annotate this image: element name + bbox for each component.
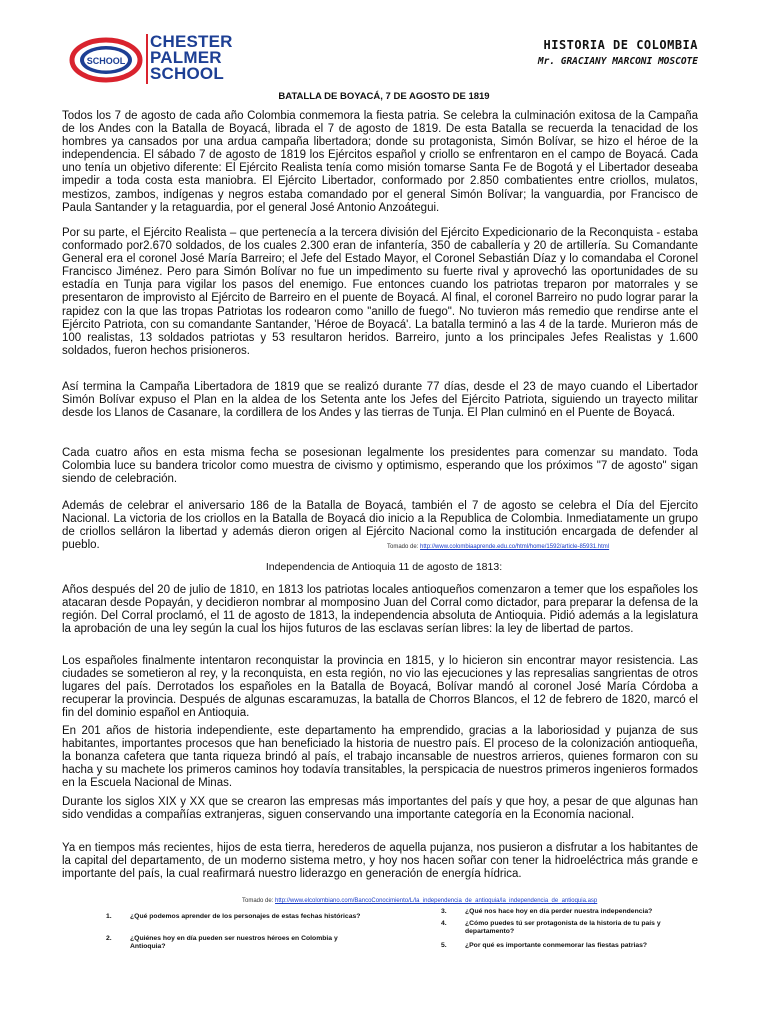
section2-subtitle: Independencia de Antioquia 11 de agosto de 1813: xyxy=(265,561,503,573)
section2-paragraph-1: Años después del 20 de julio de 1810, en 1813 los patriotas locales antioqueños comenzaron a temer que los españoles los atacaran desde Popayán, y decidieron nombrar al momposino Juan del Corral como dictador, para preparar la defensa de la región. Del Corral proclamó, el 11 de agosto de 1813, la independencia absoluta de Antioquia. Pidió además a la legislatura la aprobación de una ley según la cual los hijos futuros de las esclavas serían libres: la ley de libertad de partos. xyxy=(62,584,698,636)
subject-title: HISTORIA DE COLOMBIA xyxy=(543,38,698,52)
school-name-line-1: CHESTER xyxy=(150,32,233,51)
logo-divider xyxy=(146,34,148,84)
teacher-name: Mr. GRACIANY MARCONI MOSCOTE xyxy=(537,56,698,67)
section1-paragraph-3: Así termina la Campaña Libertadora de 1819 que se realizó durante 77 días, desde el 23 de mayo cuando el Libertador Simón Bolívar expuso el Plan en la aldea de los Setenta ante los Jefes del Ejército Patriota, siguiendo un trayecto militar desde los Llanos de Casanare, la cordillera de los Andes y las tierras de Tunja. El Plan culminó en el Puente de Boyacá. xyxy=(62,381,698,420)
section1-paragraph-1: Todos los 7 de agosto de cada año Colombia conmemora la fiesta patria. Se celebra la culminación exitosa de la Campaña de los Andes con la Batalla de Boyacá, librada el 7 de agosto de 1819. De esta Batalla se recuerda la tenacidad de los hombres ya cansados por una ardua campaña libertadora; donde su protagonista, Simón Bolívar, se hizo el héroe de la independencia. El sábado 7 de agosto de 1819 los Ejércitos español y criollo se enfrentaron en el campo de Boyacá. Cada uno tenía un objetivo diferente: El Ejército Realista tenía como misión tomarse Santa Fe de Bogotá y el Libertador deseaba impedir a toda costa esta maniobra. El Ejército Libertador, conformado por 2.850 combatientes entre criollos, mulatos, mestizos, zambos, indígenas y negros estaba comandado por el general Simón Bolívar; la vanguardia, por Francisco de Paula Santander y la retaguardia, por el general José Antonio Anzoátegui. xyxy=(62,110,698,214)
question-4 xyxy=(441,920,701,940)
page-title: BATALLA DE BOYACÁ, 7 DE AGOSTO DE 1819 xyxy=(278,91,490,102)
section2-source-label: Tomado de: xyxy=(242,898,274,904)
section1-source-link[interactable]: http://www.colombiaaprende.edu.co/html/home/1592/article-85931.html xyxy=(420,544,610,550)
section2-paragraph-3: En 201 años de historia independiente, este departamento ha emprendido, gracias a la laboriosidad y pujanza de sus habitantes, importantes procesos que han beneficiado la historia de nuestro país. El proceso de la colonización antioqueña, la bonanza cafetera que tanta riqueza brindó al país, el trabajo incansable de nuestros arrieros, quienes formaron con su hacha y su machete los primeros caminos hoy todavía transitables, la perspicacia de nuestros primeros ingenieros formados en la Escuela Nacional de Minas. xyxy=(62,725,698,790)
question-5 xyxy=(441,942,701,952)
section1-paragraph-5: Además de celebrar el aniversario 186 de la Batalla de Boyacá, también el 7 de agosto se celebra el Día del Ejercito Nacional. La victoria de los criollos en la Batalla de Boyacá dio inicio a la Republica de Colombia. Inmediatamente un grupo de criollos selláron la libertad y además dieron origen al Ejército Nacional como la institución encargada de defender al pueblo. xyxy=(62,500,698,552)
school-name xyxy=(150,34,233,82)
question-number: 3. xyxy=(441,908,447,915)
question-number: 1. xyxy=(106,913,112,920)
section1-source xyxy=(387,544,609,550)
question-text: ¿Cómo puedes tú ser protagonista de la historia de tu país y departamento? xyxy=(465,920,661,935)
question-text: ¿Por qué es importante conmemorar las fiestas patrias? xyxy=(465,942,648,949)
question-3 xyxy=(441,908,701,918)
school-badge-icon xyxy=(68,30,148,86)
question-text: ¿Quiénes hoy en día pueden ser nuestros héroes en Colombia y Antioquia? xyxy=(130,935,338,950)
section1-source-label: Tomado de: xyxy=(387,544,419,550)
section2-source-link[interactable]: http://www.elcolombiano.com/BancoConocimiento/L/la_independencia_de_antioquia/la_independencia_de_antioquia.asp xyxy=(275,898,598,904)
school-name-line-2: PALMER xyxy=(150,48,222,67)
question-2 xyxy=(106,935,368,955)
section2-source xyxy=(242,898,597,904)
question-text: ¿Qué nos hace hoy en día perder nuestra independencia? xyxy=(465,908,653,915)
section2-paragraph-4: Durante los siglos XIX y XX que se crearon las empresas más importantes del país y que hoy, a pesar de que algunas han sido vendidas a compañías extranjeras, siguen conservando una importante categoría en la Economía nacional. xyxy=(62,796,698,822)
document-header xyxy=(538,38,698,67)
section2-paragraph-2: Los españoles finalmente intentaron reconquistar la provincia en 1815, y lo hicieron sin encontrar mayor resistencia. Las ciudades se sometieron al rey, y la reconquista, en esta región, no vio las ejecuciones y las represalias sangrientas de otros lugares del país. Derrotados los españoles en la Batalla de Boyacá, Bolívar mandó al coronel José María Córdoba a recuperar la provincia. Después de algunas escaramuzas, la batalla de Chorros Blancos, el 12 de febrero de 1820, marcó el fin del dominio español en Antioquia. xyxy=(62,655,698,720)
question-number: 5. xyxy=(441,942,447,949)
question-number: 2. xyxy=(106,935,112,942)
school-name-line-3: SCHOOL xyxy=(150,64,224,83)
question-1 xyxy=(106,913,368,933)
badge-text: SCHOOL xyxy=(86,56,126,66)
section1-paragraph-2: Por su parte, el Ejército Realista – que pertenecía a la tercera división del Ejército Expedicionario de la Reconquista - estaba conformado por2.670 soldados, de los cuales 2.300 eran de infantería, 350 de caballería y 20 de artillería. Su Comandante General era el coronel José María Barreiro; el Jefe del Estado Mayor, el Coronel Sebastián Díaz y lo comandaba el Coronel Francisco Jiménez. Pero para Simón Bolívar no fue un impedimento su fuerte rival y aprovechó las oportunidades de su estadía en Tunja para vigilar los pasos del enemigo. Fue entonces cuando los patriotas treparon por matorrales y se presentaron de improvisto al Ejército de Barreiro en el puente de Boyacá. Al final, el coronel Barreiro no pudo lograr parar la rapidez con la que las tropas Patriotas los rodearon como "anillo de fuego". No tuvieron más remedio que rendirse ante el Ejército Patriota, con su comandante Santander, 'Héroe de Boyacá'. La batalla terminó a las 4 de la tarde. Murieron más de 100 realistas, 13 soldados patriotas y 53 resultaron heridos. Barreiro, junto a los principales Jefes Realistas y 1.600 soldados, fueron hechos prisioneros. xyxy=(62,227,698,357)
question-number: 4. xyxy=(441,920,447,927)
section1-paragraph-4: Cada cuatro años en esta misma fecha se posesionan legalmente los presidentes para comenzar su mandato. Toda Colombia luce su bandera tricolor como muestra de civismo y optimismo, esperando que los próximos "7 de agosto" sigan siendo de celebración. xyxy=(62,447,698,486)
section2-paragraph-5: Ya en tiempos más recientes, hijos de esta tierra, herederos de aquella pujanza, nos pusieron a disfrutar a los habitantes de la capital del departamento, de un moderno sistema metro, y hoy nos hacen soñar con tener la hidroeléctrica más grande e importante del país, la cual reafirmará nuestro liderazgo en generación de energía hídrica. xyxy=(62,842,698,881)
question-text: ¿Qué podemos aprender de los personajes de estas fechas históricas? xyxy=(130,913,361,920)
